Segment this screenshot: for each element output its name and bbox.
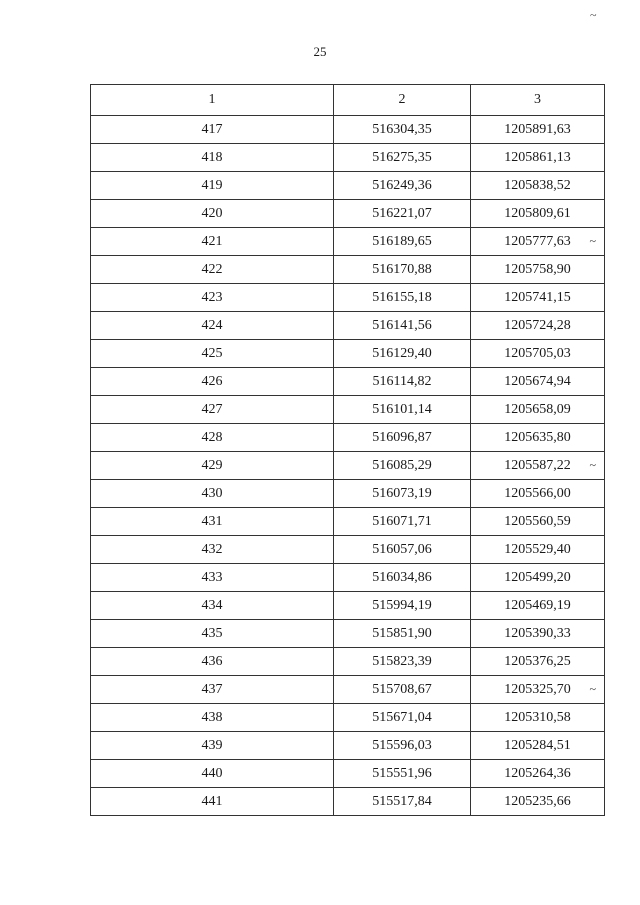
column-header-3: 3 — [471, 85, 605, 116]
table-row — [91, 592, 605, 620]
x-coordinate-cell: 516189,65 — [334, 228, 471, 256]
y-coordinate-value: 1205777,63 — [504, 234, 571, 249]
y-coordinate-cell — [471, 144, 605, 172]
x-coordinate-cell: 516155,18 — [334, 284, 471, 312]
x-coordinate-cell: 515708,67 — [334, 676, 471, 704]
y-coordinate-value: 1205635,80 — [504, 430, 571, 445]
x-coordinate-cell: 516249,36 — [334, 172, 471, 200]
table-row — [91, 172, 605, 200]
y-coordinate-cell — [471, 564, 605, 592]
y-coordinate-cell — [471, 648, 605, 676]
y-coordinate-value: 1205566,00 — [504, 486, 571, 501]
table-row — [91, 620, 605, 648]
x-coordinate-cell: 515994,19 — [334, 592, 471, 620]
table-row — [91, 760, 605, 788]
x-coordinate-cell: 516101,14 — [334, 396, 471, 424]
point-number-cell: 421 — [91, 228, 334, 256]
y-coordinate-cell — [471, 452, 605, 480]
y-coordinate-cell — [471, 704, 605, 732]
y-coordinate-cell — [471, 312, 605, 340]
point-number-cell: 441 — [91, 788, 334, 816]
x-coordinate-cell: 516275,35 — [334, 144, 471, 172]
table-row — [91, 452, 605, 480]
x-coordinate-cell: 516096,87 — [334, 424, 471, 452]
point-number-cell: 432 — [91, 536, 334, 564]
x-coordinate-cell: 515851,90 — [334, 620, 471, 648]
table-row — [91, 676, 605, 704]
check-mark: ~ — [589, 234, 596, 248]
y-coordinate-cell — [471, 172, 605, 200]
table-row — [91, 480, 605, 508]
x-coordinate-cell: 516073,19 — [334, 480, 471, 508]
coordinates-table — [90, 84, 605, 816]
point-number-cell: 424 — [91, 312, 334, 340]
point-number-cell: 423 — [91, 284, 334, 312]
x-coordinate-cell: 516304,35 — [334, 116, 471, 144]
table-row — [91, 340, 605, 368]
y-coordinate-value: 1205658,09 — [504, 402, 571, 417]
point-number-cell: 425 — [91, 340, 334, 368]
table-row — [91, 732, 605, 760]
table-row — [91, 256, 605, 284]
x-coordinate-cell: 515823,39 — [334, 648, 471, 676]
y-coordinate-cell — [471, 620, 605, 648]
point-number-cell: 426 — [91, 368, 334, 396]
y-coordinate-value: 1205325,70 — [504, 682, 571, 697]
point-number-cell: 418 — [91, 144, 334, 172]
y-coordinate-value: 1205310,58 — [504, 710, 571, 725]
x-coordinate-cell: 516071,71 — [334, 508, 471, 536]
point-number-cell: 430 — [91, 480, 334, 508]
y-coordinate-cell — [471, 480, 605, 508]
point-number-cell: 428 — [91, 424, 334, 452]
table-row — [91, 116, 605, 144]
y-coordinate-value: 1205284,51 — [504, 738, 571, 753]
point-number-cell: 440 — [91, 760, 334, 788]
table-row — [91, 788, 605, 816]
point-number-cell: 439 — [91, 732, 334, 760]
table-row — [91, 368, 605, 396]
y-coordinate-cell — [471, 536, 605, 564]
x-coordinate-cell: 516141,56 — [334, 312, 471, 340]
table-row — [91, 144, 605, 172]
x-coordinate-cell: 516034,86 — [334, 564, 471, 592]
y-coordinate-cell — [471, 732, 605, 760]
y-coordinate-cell — [471, 424, 605, 452]
table-row — [91, 508, 605, 536]
y-coordinate-value: 1205560,59 — [504, 514, 571, 529]
y-coordinate-cell — [471, 200, 605, 228]
y-coordinate-cell — [471, 256, 605, 284]
column-header-2: 2 — [334, 85, 471, 116]
y-coordinate-cell — [471, 368, 605, 396]
table-row — [91, 648, 605, 676]
x-coordinate-cell: 516221,07 — [334, 200, 471, 228]
point-number-cell: 436 — [91, 648, 334, 676]
point-number-cell: 431 — [91, 508, 334, 536]
check-mark: ~ — [589, 682, 596, 696]
column-header-1: 1 — [91, 85, 334, 116]
y-coordinate-cell — [471, 284, 605, 312]
y-coordinate-value: 1205838,52 — [504, 178, 571, 193]
y-coordinate-cell — [471, 340, 605, 368]
table-row — [91, 704, 605, 732]
table-row — [91, 284, 605, 312]
x-coordinate-cell: 515596,03 — [334, 732, 471, 760]
y-coordinate-cell — [471, 508, 605, 536]
x-coordinate-cell: 515671,04 — [334, 704, 471, 732]
y-coordinate-value: 1205235,66 — [504, 794, 571, 809]
page-number: 25 — [313, 44, 327, 59]
y-coordinate-cell — [471, 396, 605, 424]
point-number-cell: 433 — [91, 564, 334, 592]
y-coordinate-value: 1205809,61 — [504, 206, 571, 221]
x-coordinate-cell: 515517,84 — [334, 788, 471, 816]
y-coordinate-value: 1205529,40 — [504, 542, 571, 557]
x-coordinate-cell: 516129,40 — [334, 340, 471, 368]
table-row — [91, 228, 605, 256]
y-coordinate-value: 1205376,25 — [504, 654, 571, 669]
table-row — [91, 200, 605, 228]
check-mark: ~ — [589, 458, 596, 472]
y-coordinate-cell — [471, 116, 605, 144]
y-coordinate-value: 1205499,20 — [504, 570, 571, 585]
y-coordinate-value: 1205469,19 — [504, 598, 571, 613]
y-coordinate-value: 1205724,28 — [504, 318, 571, 333]
x-coordinate-cell: 515551,96 — [334, 760, 471, 788]
point-number-cell: 420 — [91, 200, 334, 228]
y-coordinate-value: 1205741,15 — [504, 290, 571, 305]
corner-mark: ~ — [590, 8, 597, 22]
y-coordinate-value: 1205264,36 — [504, 766, 571, 781]
y-coordinate-value: 1205758,90 — [504, 262, 571, 277]
y-coordinate-value: 1205587,22 — [504, 458, 571, 473]
x-coordinate-cell: 516085,29 — [334, 452, 471, 480]
point-number-cell: 419 — [91, 172, 334, 200]
table-row — [91, 312, 605, 340]
y-coordinate-cell — [471, 228, 605, 256]
point-number-cell: 422 — [91, 256, 334, 284]
y-coordinate-value: 1205891,63 — [504, 122, 571, 137]
x-coordinate-cell: 516057,06 — [334, 536, 471, 564]
table-row — [91, 564, 605, 592]
table-row — [91, 536, 605, 564]
point-number-cell: 417 — [91, 116, 334, 144]
table-header-row — [91, 85, 605, 116]
x-coordinate-cell: 516170,88 — [334, 256, 471, 284]
point-number-cell: 434 — [91, 592, 334, 620]
y-coordinate-cell — [471, 760, 605, 788]
y-coordinate-cell — [471, 592, 605, 620]
y-coordinate-value: 1205861,13 — [504, 150, 571, 165]
point-number-cell: 429 — [91, 452, 334, 480]
point-number-cell: 427 — [91, 396, 334, 424]
y-coordinate-cell — [471, 788, 605, 816]
x-coordinate-cell: 516114,82 — [334, 368, 471, 396]
table-row — [91, 396, 605, 424]
y-coordinate-cell — [471, 676, 605, 704]
y-coordinate-value: 1205705,03 — [504, 346, 571, 361]
y-coordinate-value: 1205390,33 — [504, 626, 571, 641]
point-number-cell: 437 — [91, 676, 334, 704]
table-row — [91, 424, 605, 452]
y-coordinate-value: 1205674,94 — [504, 374, 571, 389]
point-number-cell: 438 — [91, 704, 334, 732]
table-body — [91, 116, 605, 816]
point-number-cell: 435 — [91, 620, 334, 648]
